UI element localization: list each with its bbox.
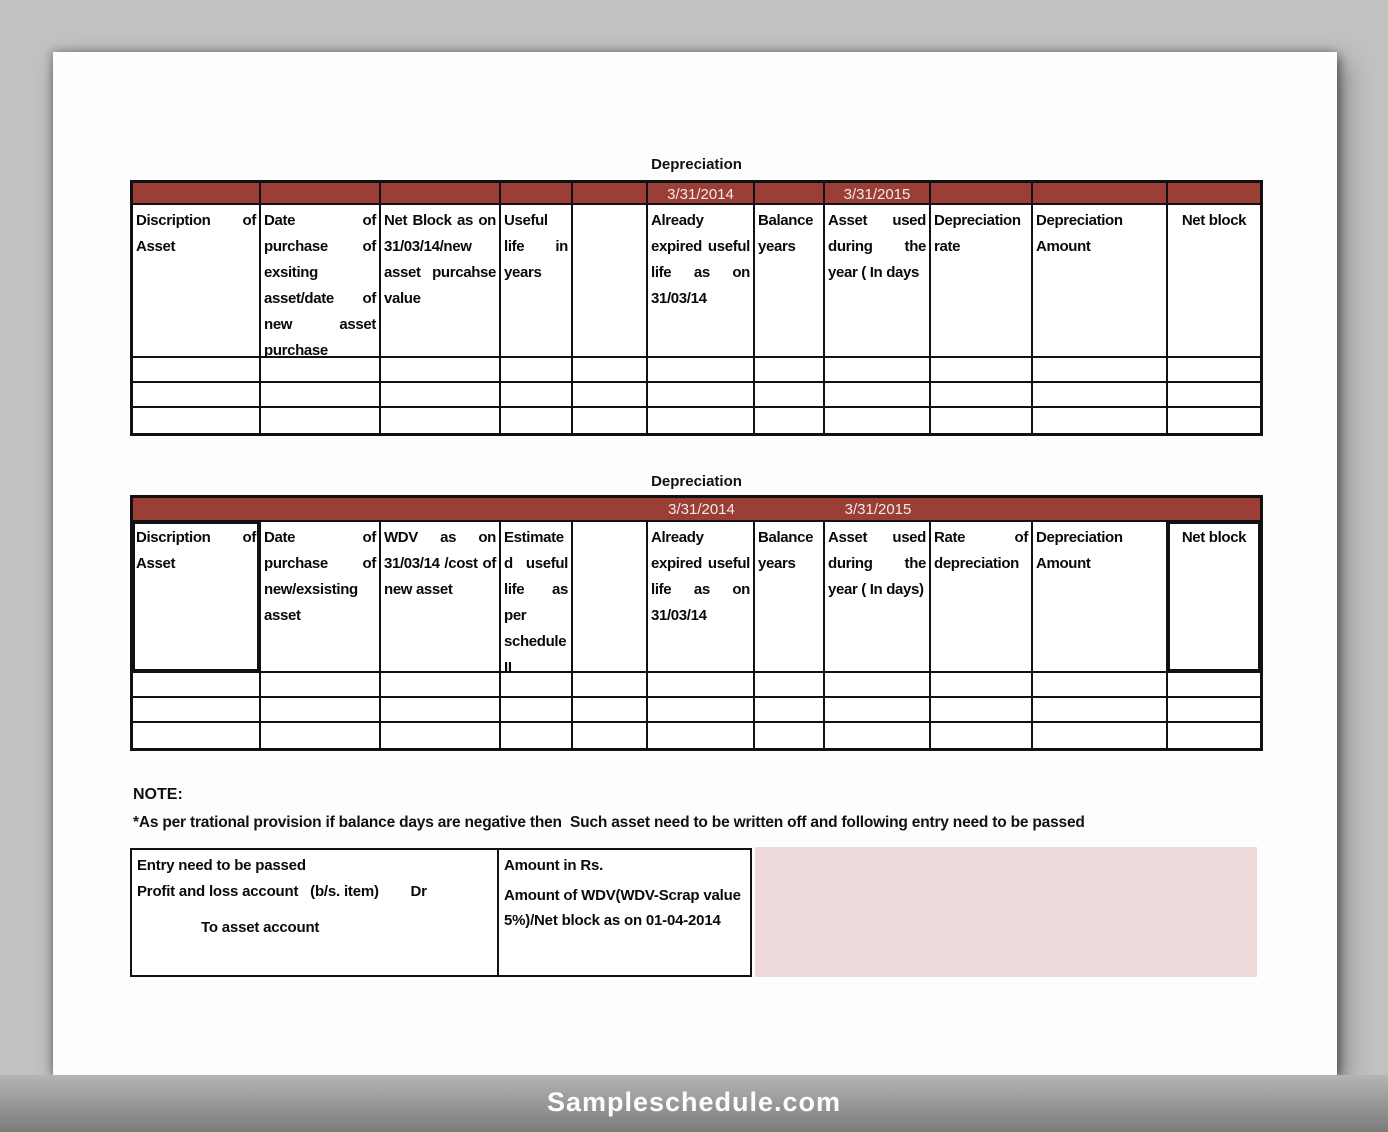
empty-cell	[825, 698, 931, 723]
empty-cell	[501, 383, 573, 408]
header-cell: Date of purchase of new/exsisting asset	[261, 522, 381, 673]
band-cell	[1168, 183, 1260, 205]
empty-cell	[133, 383, 261, 408]
empty-cell	[931, 723, 1033, 748]
empty-cell	[573, 673, 648, 698]
empty-cell	[381, 383, 501, 408]
header-cell: Useful life in years	[501, 205, 573, 358]
header-cell: Depreciation rate	[931, 205, 1033, 358]
band-cell	[381, 183, 501, 205]
empty-cell	[261, 673, 381, 698]
header-cell: Rate of depreciation	[931, 522, 1033, 673]
empty-cell	[825, 723, 931, 748]
band-year-cell: 3/31/2014	[648, 183, 755, 205]
empty-cell	[261, 698, 381, 723]
empty-cell	[648, 358, 755, 383]
amount-text: Amount of WDV(WDV-Scrap value 5%)/Net block as on 01-04-2014	[504, 887, 741, 929]
empty-cell	[133, 408, 261, 433]
header-cell: Balance years	[755, 205, 825, 358]
empty-cell	[501, 673, 573, 698]
empty-cell	[755, 358, 825, 383]
pink-highlight-block	[755, 847, 1257, 977]
empty-cell	[755, 408, 825, 433]
entry-credit-line: To asset account	[201, 919, 320, 936]
empty-cell	[1033, 408, 1168, 433]
empty-cell	[261, 723, 381, 748]
depreciation-table-2	[130, 495, 1263, 751]
year-band	[133, 498, 1260, 522]
empty-cell	[825, 673, 931, 698]
empty-cell	[381, 358, 501, 383]
empty-cell	[931, 358, 1033, 383]
header-cell	[573, 205, 648, 358]
header-cell: Net block	[1168, 522, 1260, 673]
empty-cell	[1033, 358, 1168, 383]
header-cell: Net block	[1168, 205, 1260, 358]
header-cell: Depreciation Amount	[1033, 522, 1168, 673]
header-cell: Depreciation Amount	[1033, 205, 1168, 358]
empty-cell	[825, 358, 931, 383]
empty-cell	[501, 408, 573, 433]
header-cell: Net Block as on 31/03/14/new asset purcahse value	[381, 205, 501, 358]
empty-cell	[573, 698, 648, 723]
empty-cell	[755, 698, 825, 723]
band-cell	[133, 183, 261, 205]
band-cell	[1033, 183, 1168, 205]
empty-cell	[1168, 673, 1260, 698]
empty-cell	[261, 358, 381, 383]
empty-cell	[261, 408, 381, 433]
empty-cell	[1033, 383, 1168, 408]
empty-cell	[755, 673, 825, 698]
empty-cell	[755, 383, 825, 408]
empty-cell	[1033, 698, 1168, 723]
empty-cell	[1168, 698, 1260, 723]
band-cell	[755, 183, 825, 205]
entry-header: Entry need to be passed	[137, 857, 306, 874]
empty-cell	[648, 383, 755, 408]
empty-cell	[931, 673, 1033, 698]
empty-cell	[133, 673, 261, 698]
note-text: *As per trational provision if balance days are negative then Such asset need to be written off and following entry need to be passed	[133, 814, 1085, 831]
entry-debit-line: Profit and loss account (b/s. item) Dr	[137, 883, 427, 900]
empty-cell	[573, 358, 648, 383]
header-cell: Asset used during the year ( In days)	[825, 522, 931, 673]
document-page	[53, 52, 1337, 1075]
depreciation-table-1	[130, 180, 1263, 436]
empty-cell	[573, 383, 648, 408]
entry-box-right-column	[499, 850, 750, 975]
empty-cell	[931, 698, 1033, 723]
band-year-label: 3/31/2014	[668, 501, 735, 518]
empty-cell	[825, 408, 931, 433]
band-year-cell: 3/31/2015	[825, 183, 931, 205]
empty-cell	[501, 698, 573, 723]
table2-title: Depreciation	[651, 473, 742, 490]
header-cell: WDV as on 31/03/14 /cost of new asset	[381, 522, 501, 673]
header-cell: Already expired useful life as on 31/03/14	[648, 522, 755, 673]
watermark-footer	[0, 1075, 1388, 1132]
empty-cell	[381, 723, 501, 748]
table1-title: Depreciation	[651, 156, 742, 173]
header-cell	[573, 522, 648, 673]
band-cell	[573, 183, 648, 205]
header-cell: Asset used during the year ( In days	[825, 205, 931, 358]
empty-cell	[825, 383, 931, 408]
empty-cell	[1168, 358, 1260, 383]
empty-cell	[133, 698, 261, 723]
empty-cell	[501, 723, 573, 748]
header-cell: Discription of Asset	[133, 522, 261, 673]
header-cell: Discription of Asset	[133, 205, 261, 358]
header-cell: Balance years	[755, 522, 825, 673]
entry-box-left-column	[132, 850, 499, 975]
empty-cell	[381, 698, 501, 723]
empty-cell	[1168, 383, 1260, 408]
band-cell	[261, 183, 381, 205]
empty-cell	[931, 383, 1033, 408]
band-cell	[501, 183, 573, 205]
empty-cell	[573, 723, 648, 748]
empty-cell	[755, 723, 825, 748]
entry-box	[130, 848, 752, 977]
header-cell: Estimated useful life as per schedule II	[501, 522, 573, 673]
empty-cell	[133, 723, 261, 748]
watermark-text: Sampleschedule.com	[546, 1087, 842, 1117]
empty-cell	[648, 408, 755, 433]
amount-header: Amount in Rs.	[504, 857, 604, 874]
empty-cell	[501, 358, 573, 383]
empty-cell	[1168, 408, 1260, 433]
empty-cell	[648, 723, 755, 748]
header-cell: Already expired useful life as on 31/03/14	[648, 205, 755, 358]
empty-cell	[133, 358, 261, 383]
empty-cell	[931, 408, 1033, 433]
empty-cell	[1033, 673, 1168, 698]
empty-cell	[1033, 723, 1168, 748]
empty-cell	[648, 673, 755, 698]
empty-cell	[381, 408, 501, 433]
empty-cell	[1168, 723, 1260, 748]
header-cell: Date of purchase of exsiting asset/date of new asset purchase	[261, 205, 381, 358]
empty-cell	[573, 408, 648, 433]
empty-cell	[261, 383, 381, 408]
note-label: NOTE:	[133, 786, 183, 803]
empty-cell	[381, 673, 501, 698]
empty-cell	[648, 698, 755, 723]
band-cell	[931, 183, 1033, 205]
band-year-label: 3/31/2015	[844, 501, 912, 518]
